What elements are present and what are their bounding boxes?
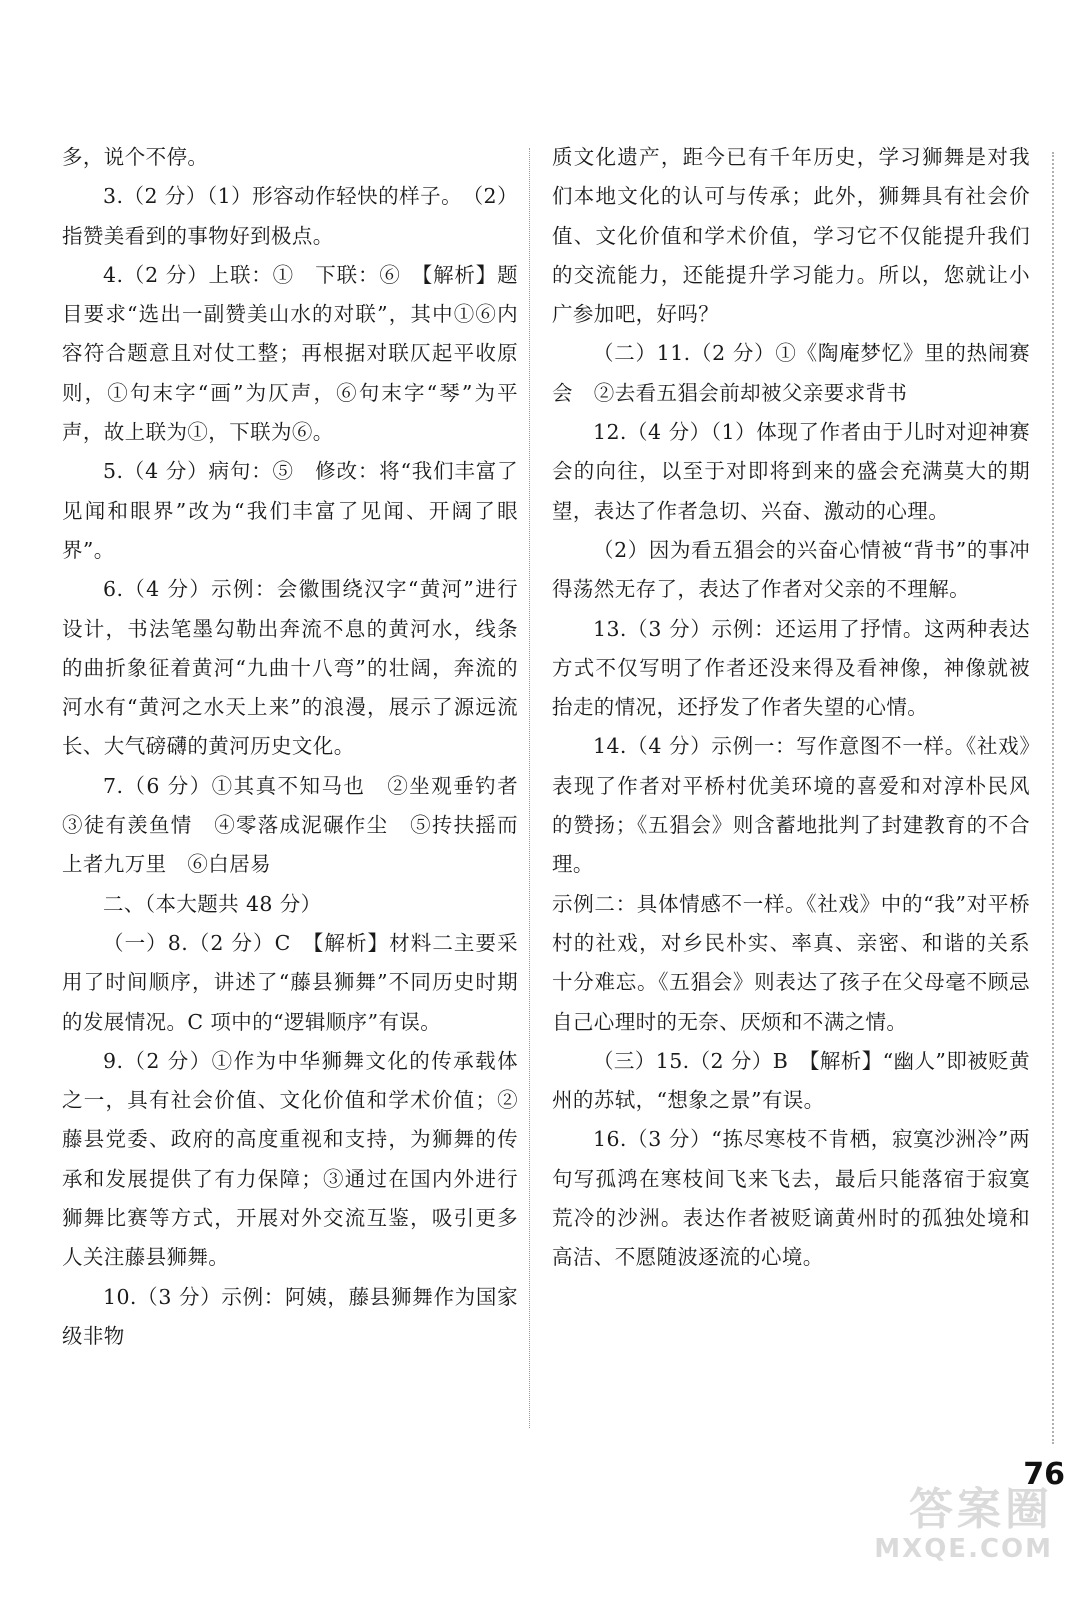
answer-paragraph: （三）15.（2 分）B 【解析】“幽人”即被贬黄州的苏轼，“想象之景”有误。: [552, 1048, 1030, 1113]
answer-paragraph: 质文化遗产，距今已有千年历史，学习狮舞是对我们本地文化的认可与传承；此外，狮舞具有社会价值、文化价值和学术价值，学习它不仅能提升我们的交流能力，还能提升学习能力。所以，您就让小广参加吧，好吗？: [552, 145, 1030, 327]
answer-paragraph: 16.（3 分）“拣尽寒枝不肯栖，寂寞沙洲冷”两句写孤鸿在寒枝间飞来飞去，最后只能落宿于寂寞荒冷的沙洲。表达作者被贬谪黄州时的孤独处境和高洁、不愿随波逐流的心境。: [552, 1127, 1030, 1270]
answer-paragraph: （一）8.（2 分）C 【解析】材料二主要采用了时间顺序，讲述了“藤县狮舞”不同历史时期的发展情况。C 项中的“逻辑顺序”有误。: [62, 930, 518, 1034]
answer-paragraph: （2）因为看五猖会的兴奋心情被“背书”的事冲得荡然无存了，表达了作者对父亲的不理解。: [552, 537, 1030, 602]
answer-paragraph: 4.（2 分）上联：① 下联：⑥ 【解析】题目要求“选出一副赞美山水的对联”，其中①⑥内容符合题意且对仗工整；再根据对联仄起平收原则，①句末字“画”为仄声，⑥句末字“琴”为平声，故上联为①，下联为⑥。: [62, 262, 518, 445]
answer-paragraph: 二、（本大题共 48 分）: [103, 891, 322, 916]
page-edge-dotted-line: [1052, 152, 1054, 1444]
answer-paragraph: 14.（4 分）示例一：写作意图不一样。《社戏》表现了作者对平桥村优美环境的喜爱和对淳朴民风的赞扬；《五猖会》则含蓄地批判了封建教育的不合理。: [552, 734, 1030, 877]
page-number: 76: [1023, 1457, 1065, 1492]
answer-paragraph: 7.（6 分）①其真不知马也 ②坐观垂钓者 ③徒有羡鱼情 ④零落成泥碾作尘 ⑤抟扶摇而上者九万里 ⑥白居易: [62, 773, 539, 877]
answer-paragraph: 示例二：具体情感不一样。《社戏》中的“我”对平桥村的社戏，对乡民朴实、率真、亲密、和谐的关系十分难忘。《五猖会》则表达了孩子在父母毫不顾忌自己心理时的无奈、厌烦和不满之情。: [552, 891, 1030, 1034]
answer-paragraph: 12.（4 分）（1）体现了作者由于儿时对迎神赛会的向往，以至于对即将到来的盛会充满莫大的期望，表达了作者急切、兴奋、激动的心理。: [552, 420, 1030, 523]
answer-paragraph: （二）11.（2 分）①《陶庵梦忆》里的热闹赛会 ②去看五猖会前却被父亲要求背书: [552, 341, 1030, 405]
left-column: [62, 138, 539, 1356]
answer-paragraph: 多，说个不停。: [62, 145, 209, 169]
watermark-url: MXQE.COM: [874, 1534, 1053, 1564]
answer-paragraph: 6.（4 分）示例：会徽围绕汉字“黄河”进行设计，书法笔墨勾勒出奔流不息的黄河水，线条的曲折象征着黄河“九曲十八弯”的壮阔，奔流的河水有“黄河之水天上来”的浪漫，展示了源远流长、大气磅礴的黄河历史文化。: [62, 577, 518, 759]
column-divider: [529, 148, 530, 1428]
watermark-text: 答案圈: [909, 1484, 1053, 1535]
answer-paragraph: 13.（3 分）示例：还运用了抒情。这两种表达方式不仅写明了作者还没来得及看神像，神像就被抬走的情况，还抒发了作者失望的心情。: [552, 616, 1030, 720]
answer-paragraph: 9.（2 分）①作为中华狮舞文化的传承载体之一，具有社会价值、文化价值和学术价值；②藤县党委、政府的高度重视和支持，为狮舞的传承和发展提供了有力保障；③通过在国内外进行狮舞比赛等方式，开展对外交流互鉴，吸引更多人关注藤县狮舞。: [62, 1048, 518, 1270]
answer-paragraph: 10.（3 分）示例：阿姨，藤县狮舞作为国家级非物: [62, 1284, 518, 1348]
answer-paragraph: 3.（2 分）（1）形容动作轻快的样子。 （2）指赞美看到的事物好到极点。: [62, 184, 518, 248]
right-column: [552, 138, 1030, 1278]
watermark-logo: [874, 1484, 1053, 1564]
answer-paragraph: 5.（4 分）病句：⑤ 修改：将“我们丰富了见闻和眼界”改为“我们丰富了见闻、开阔了眼界”。: [62, 459, 518, 562]
